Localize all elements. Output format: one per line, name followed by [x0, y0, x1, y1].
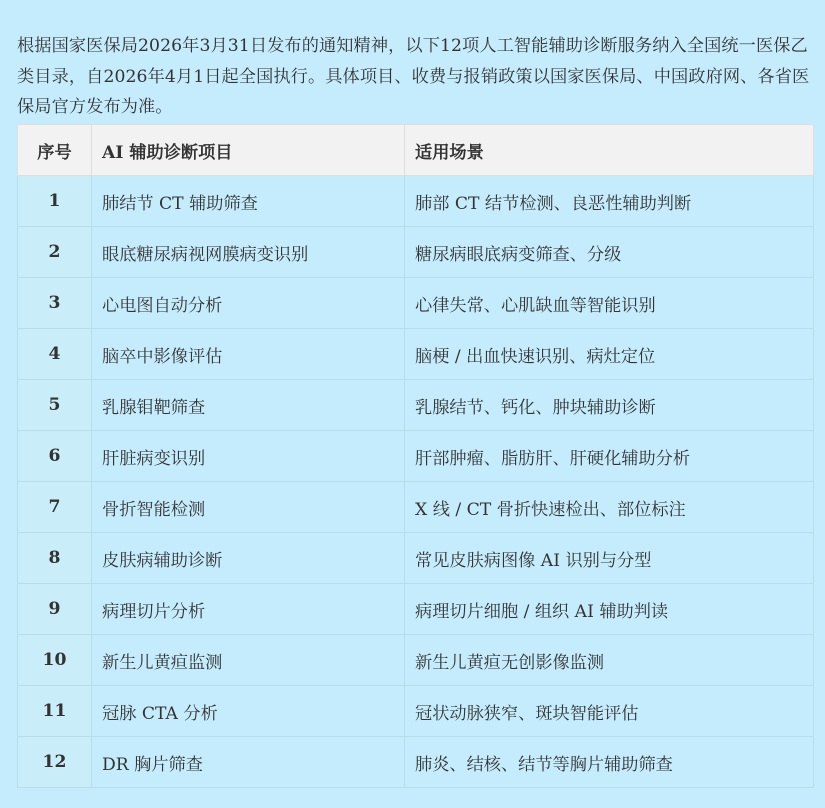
table-row: [18, 329, 814, 380]
row-item: 肝脏病变识别: [92, 431, 405, 482]
row-item: 心电图自动分析: [92, 278, 405, 329]
table-row: [18, 737, 814, 788]
table-row: [18, 227, 814, 278]
row-num: 11: [18, 686, 92, 737]
table-row: [18, 584, 814, 635]
table-row: [18, 533, 814, 584]
row-item: 新生儿黄疸监测: [92, 635, 405, 686]
table-row: [18, 482, 814, 533]
header-scene: 适用场景: [405, 125, 814, 176]
row-item: 冠脉 CTA 分析: [92, 686, 405, 737]
row-scene: 脑梗 / 出血快速识别、病灶定位: [405, 329, 814, 380]
row-num: 5: [18, 380, 92, 431]
ai-diagnosis-table-container: [17, 124, 813, 788]
table-row: [18, 686, 814, 737]
row-scene: X 线 / CT 骨折快速检出、部位标注: [405, 482, 814, 533]
row-item: 乳腺钼靶筛查: [92, 380, 405, 431]
row-num: 7: [18, 482, 92, 533]
row-scene: 常见皮肤病图像 AI 识别与分型: [405, 533, 814, 584]
row-num: 2: [18, 227, 92, 278]
row-scene: 肺炎、结核、结节等胸片辅助筛查: [405, 737, 814, 788]
header-item: AI 辅助诊断项目: [92, 125, 405, 176]
row-item: 皮肤病辅助诊断: [92, 533, 405, 584]
header-num: 序号: [18, 125, 92, 176]
row-item: DR 胸片筛查: [92, 737, 405, 788]
row-num: 9: [18, 584, 92, 635]
table-header-row: [18, 125, 814, 176]
row-num: 3: [18, 278, 92, 329]
row-scene: 心律失常、心肌缺血等智能识别: [405, 278, 814, 329]
row-item: 眼底糖尿病视网膜病变识别: [92, 227, 405, 278]
row-scene: 肝部肿瘤、脂肪肝、肝硬化辅助分析: [405, 431, 814, 482]
row-item: 肺结节 CT 辅助筛查: [92, 176, 405, 227]
row-scene: 肺部 CT 结节检测、良恶性辅助判断: [405, 176, 814, 227]
row-scene: 新生儿黄疸无创影像监测: [405, 635, 814, 686]
table-row: [18, 635, 814, 686]
row-num: 4: [18, 329, 92, 380]
row-num: 6: [18, 431, 92, 482]
intro-paragraph: 根据国家医保局2026年3月31日发布的通知精神，以下12项人工智能辅助诊断服务纳入全国统一医保乙类目录，自2026年4月1日起全国执行。具体项目、收费与报销政策以国家医保局、中国政府网、各省医保局官方发布为准。: [17, 36, 810, 118]
row-scene: 糖尿病眼底病变筛查、分级: [405, 227, 814, 278]
row-num: 10: [18, 635, 92, 686]
row-num: 8: [18, 533, 92, 584]
table-row: [18, 278, 814, 329]
row-scene: 乳腺结节、钙化、肿块辅助诊断: [405, 380, 814, 431]
row-scene: 病理切片细胞 / 组织 AI 辅助判读: [405, 584, 814, 635]
table-row: [18, 431, 814, 482]
table-row: [18, 176, 814, 227]
row-item: 病理切片分析: [92, 584, 405, 635]
table-row: [18, 380, 814, 431]
row-item: 骨折智能检测: [92, 482, 405, 533]
row-scene: 冠状动脉狭窄、斑块智能评估: [405, 686, 814, 737]
row-num: 1: [18, 176, 92, 227]
row-num: 12: [18, 737, 92, 788]
row-item: 脑卒中影像评估: [92, 329, 405, 380]
ai-diagnosis-table: [17, 124, 814, 788]
